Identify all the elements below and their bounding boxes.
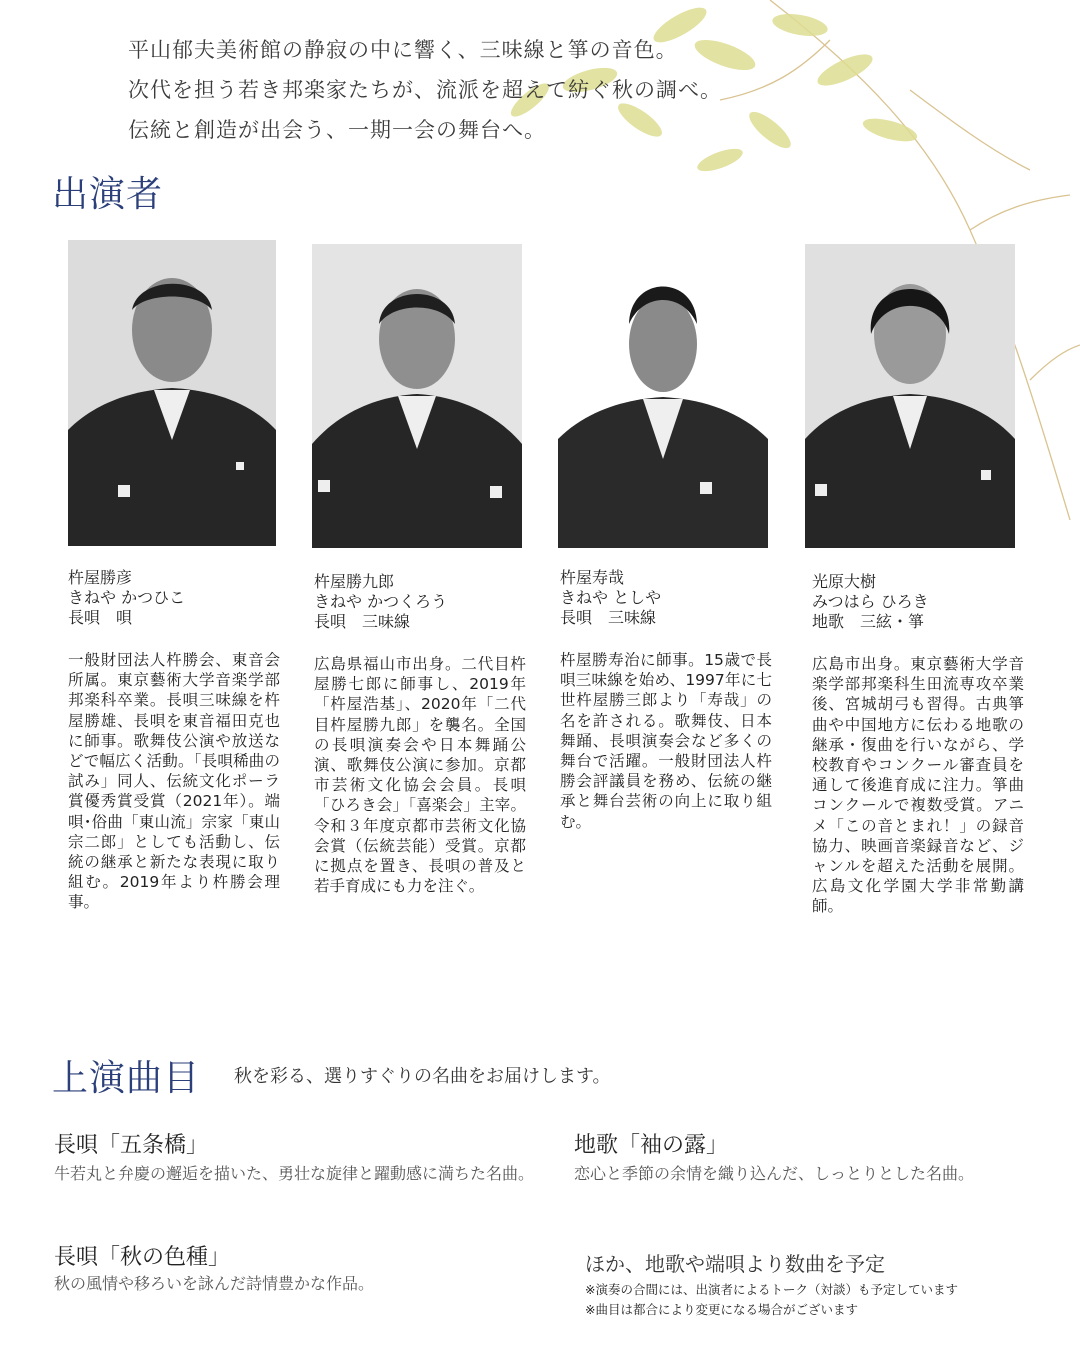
note-change: ※曲目は都合により変更になる場合がございます [585,1302,858,1317]
intro-line: 次代を担う若き邦楽家たちが、流派を超えて紡ぐ秋の調べ。 [128,78,722,102]
song-title: 長唄「五条橋」 [54,1133,209,1158]
performers-heading: 出演者 [52,174,164,215]
intro-line: 平山郁夫美術館の静寂の中に響く、三味線と箏の音色。 [128,38,678,62]
performer-bio: 杵屋勝寿治に師事。15歳で長唄三味線を始め、1997年に七世杵屋勝三郎より「寿哉」の名を許される。歌舞伎、日本舞踊、長唄演奏会など多くの舞台で活躍。一般財団法人杵勝会評議員を務め、伝統の継承と舞台芸術の向上に取り組む。 [560,651,772,831]
performer-reading: きねや としや [560,588,662,607]
intro-text [128,30,722,150]
note-talk: ※演奏の合間には、出演者によるトーク（対談）も予定しています [585,1282,958,1297]
performer-reading: きねや かつひこ [68,588,186,607]
performer-name-block [314,572,447,632]
other-songs-text: ほか、地歌や端唄より数曲を予定 [585,1252,885,1276]
performer-name: 杵屋寿哉 [560,568,625,587]
performer-name-block [68,568,185,628]
intro-line: 伝統と創造が出会う、一期一会の舞台へ。 [128,118,546,142]
performer-name: 光原大樹 [812,572,877,591]
repertoire-heading: 上演曲目 [52,1058,201,1099]
song-title: 地歌「袖の露」 [574,1133,729,1158]
performer-name: 杵屋勝九郎 [314,572,395,591]
song-description: 牛若丸と弁慶の邂逅を描いた、勇壮な旋律と躍動感に満ちた名曲。 [54,1164,535,1183]
performer-role: 長唄 三味線 [314,612,411,631]
performer-role: 地歌 三絃・箏 [812,612,925,631]
performer-photo [312,244,522,548]
performer-photo [558,244,768,548]
song-description: 恋心と季節の余情を織り込んだ、しっとりとした名曲。 [574,1164,975,1183]
performer-reading: きねや かつくろう [314,592,448,611]
performer-name: 杵屋勝彦 [68,568,133,587]
performer-role: 長唄 唄 [68,608,133,627]
performer-reading: みつはら ひろき [812,592,929,611]
performer-photo [805,244,1015,548]
song-description: 秋の風情や移ろいを詠んだ詩情豊かな作品。 [54,1274,375,1293]
performer-bio: 広島市出身。東京藝術大学音楽学部邦楽科生田流専攻卒業後、宮城胡弓も習得。古典箏曲や中国地方に伝わる地歌の継承・復曲を行いながら、学校教育やコンクール審査員を通して後進育成に注力。箏曲コンクールで複数受賞。アニメ「この音とまれ！」の録音協力、映画音楽録音など、ジャンルを超えた活動を展開。広島文化学園大学非常勤講師。 [812,655,1024,916]
song-title: 長唄「秋の色種」 [54,1245,231,1270]
performer-bio: 広島県福山市出身。二代目杵屋勝七郎に師事し、2019年「杵屋浩基」、2020年「二代目杵屋勝九郎」を襲名。全国の長唄演奏会や日本舞踊公演、歌舞伎公演に参加。京都市芸術文化協会会員。長唄「ひろき会」「喜楽会」主宰。令和３年度京都市芸術文化協会賞（伝統芸能）受賞。京都に拠点を置き、長唄の普及と若手育成にも力を注ぐ。 [314,655,526,896]
performer-bio: 一般財団法人杵勝会、東音会所属。東京藝術大学音楽学部邦楽科卒業。長唄三味線を杵屋勝雄、長唄を東音福田克也に師事。歌舞伎公演や放送などで幅広く活動。「長唄稀曲の試み」同人、伝統文化ポーラ賞優秀賞受賞（2021年）。端唄･俗曲「東山流」宗家「東山宗二郎」としても活動し、伝統の継承と新たな表現に取り組む。2019年より杵勝会理事。 [68,651,280,912]
performer-name-block [812,572,929,632]
performer-name-block [560,568,661,628]
performer-photo [68,240,276,546]
performer-role: 長唄 三味線 [560,608,657,627]
repertoire-subtitle: 秋を彩る、選りすぐりの名曲をお届けします。 [234,1066,611,1087]
